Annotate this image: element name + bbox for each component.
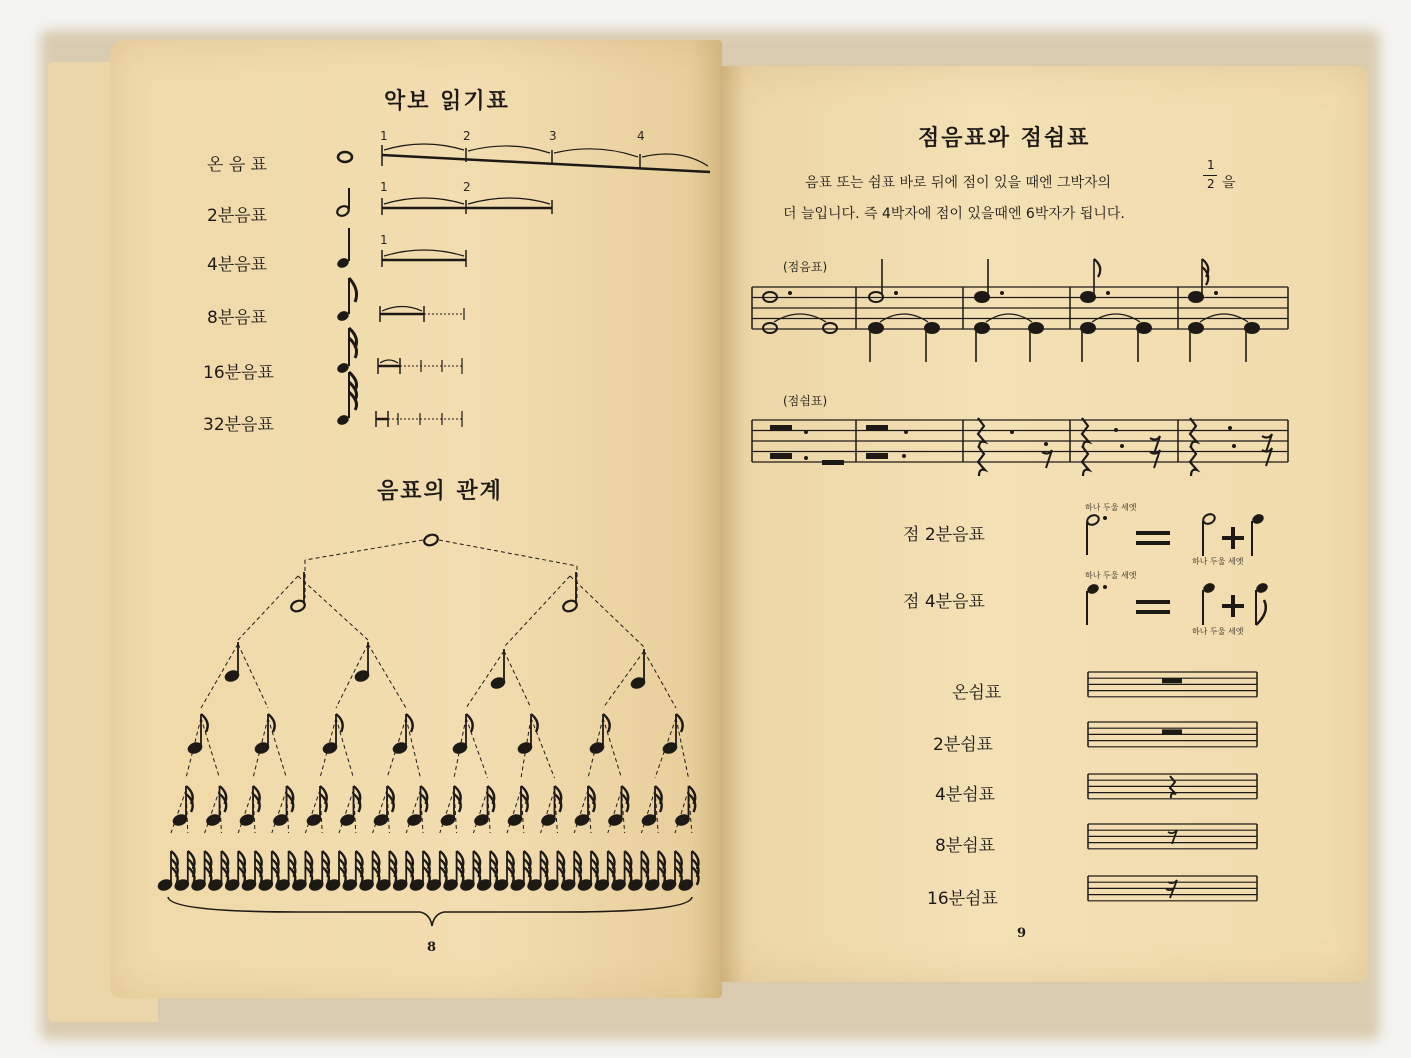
- count-text-below: 하나 두울 세엣: [1192, 627, 1244, 636]
- paragraph-line-1: 음표 또는 쉼표 바로 뒤에 점이 있을 때엔 그박자의: [805, 175, 1112, 191]
- rest-label-eighth: 8분쉼표: [935, 836, 996, 856]
- row-label-quarter: 4분음표: [207, 255, 268, 275]
- beat-number: 1: [380, 233, 388, 247]
- count-text-below: 하나 두울 세엣: [1192, 557, 1244, 566]
- beat-number: 2: [463, 180, 471, 194]
- reading-chart-title: 악보 읽기표: [384, 89, 510, 114]
- note-relationship-title: 음표의 관계: [377, 479, 503, 504]
- rest-label-sixteenth: 16분쉼표: [927, 889, 998, 909]
- rest-staff: [1088, 824, 1257, 849]
- rest-staff: [1088, 876, 1257, 901]
- dotted-half-label: 점 2분음표: [903, 525, 985, 545]
- count-text: 하나 두울 세엣: [1085, 571, 1137, 580]
- half-rest-icon: [1162, 729, 1182, 734]
- page-number-left: 8: [427, 940, 437, 955]
- page-number-right: 9: [1017, 926, 1027, 941]
- row-label-half: 2분음표: [207, 206, 268, 226]
- beat-number: 2: [463, 129, 471, 143]
- beat-number: 4: [637, 129, 645, 143]
- count-text: 하나 두울 세엣: [1085, 503, 1137, 512]
- rest-label-whole: 온쉼표: [952, 683, 1002, 703]
- rest-staff: [1088, 672, 1257, 697]
- dotted-notes-title: 점음표와 점쉼표: [918, 126, 1091, 151]
- rest-label-quarter: 4분쉼표: [935, 785, 996, 805]
- dotted-rests-label: (점쉼표): [783, 394, 828, 408]
- whole-rest-icon: [1162, 678, 1182, 683]
- row-label-whole: 온 음 표: [207, 155, 268, 175]
- rest-label-half: 2분쉼표: [933, 735, 994, 755]
- fraction-denominator: 2: [1207, 177, 1215, 191]
- beat-number: 3: [549, 129, 557, 143]
- row-label-eighth: 8분음표: [207, 308, 268, 328]
- row-label-sixteenth: 16분음표: [203, 363, 274, 383]
- dotted-notes-label: (점음표): [783, 260, 828, 274]
- rest-staff: [1088, 774, 1257, 799]
- beat-number: 1: [380, 129, 388, 143]
- paragraph-line-2: 더 늘입니다. 즉 4박자에 점이 있을때엔 6박자가 됩니다.: [783, 206, 1125, 222]
- beat-number: 1: [380, 180, 388, 194]
- rest-staff: [1088, 722, 1257, 747]
- dotted-quarter-label: 점 4분음표: [903, 592, 985, 612]
- paragraph-line-1-end: 을: [1222, 175, 1236, 191]
- fraction-numerator: 1: [1207, 158, 1215, 172]
- row-label-thirtysecond: 32분음표: [203, 415, 274, 435]
